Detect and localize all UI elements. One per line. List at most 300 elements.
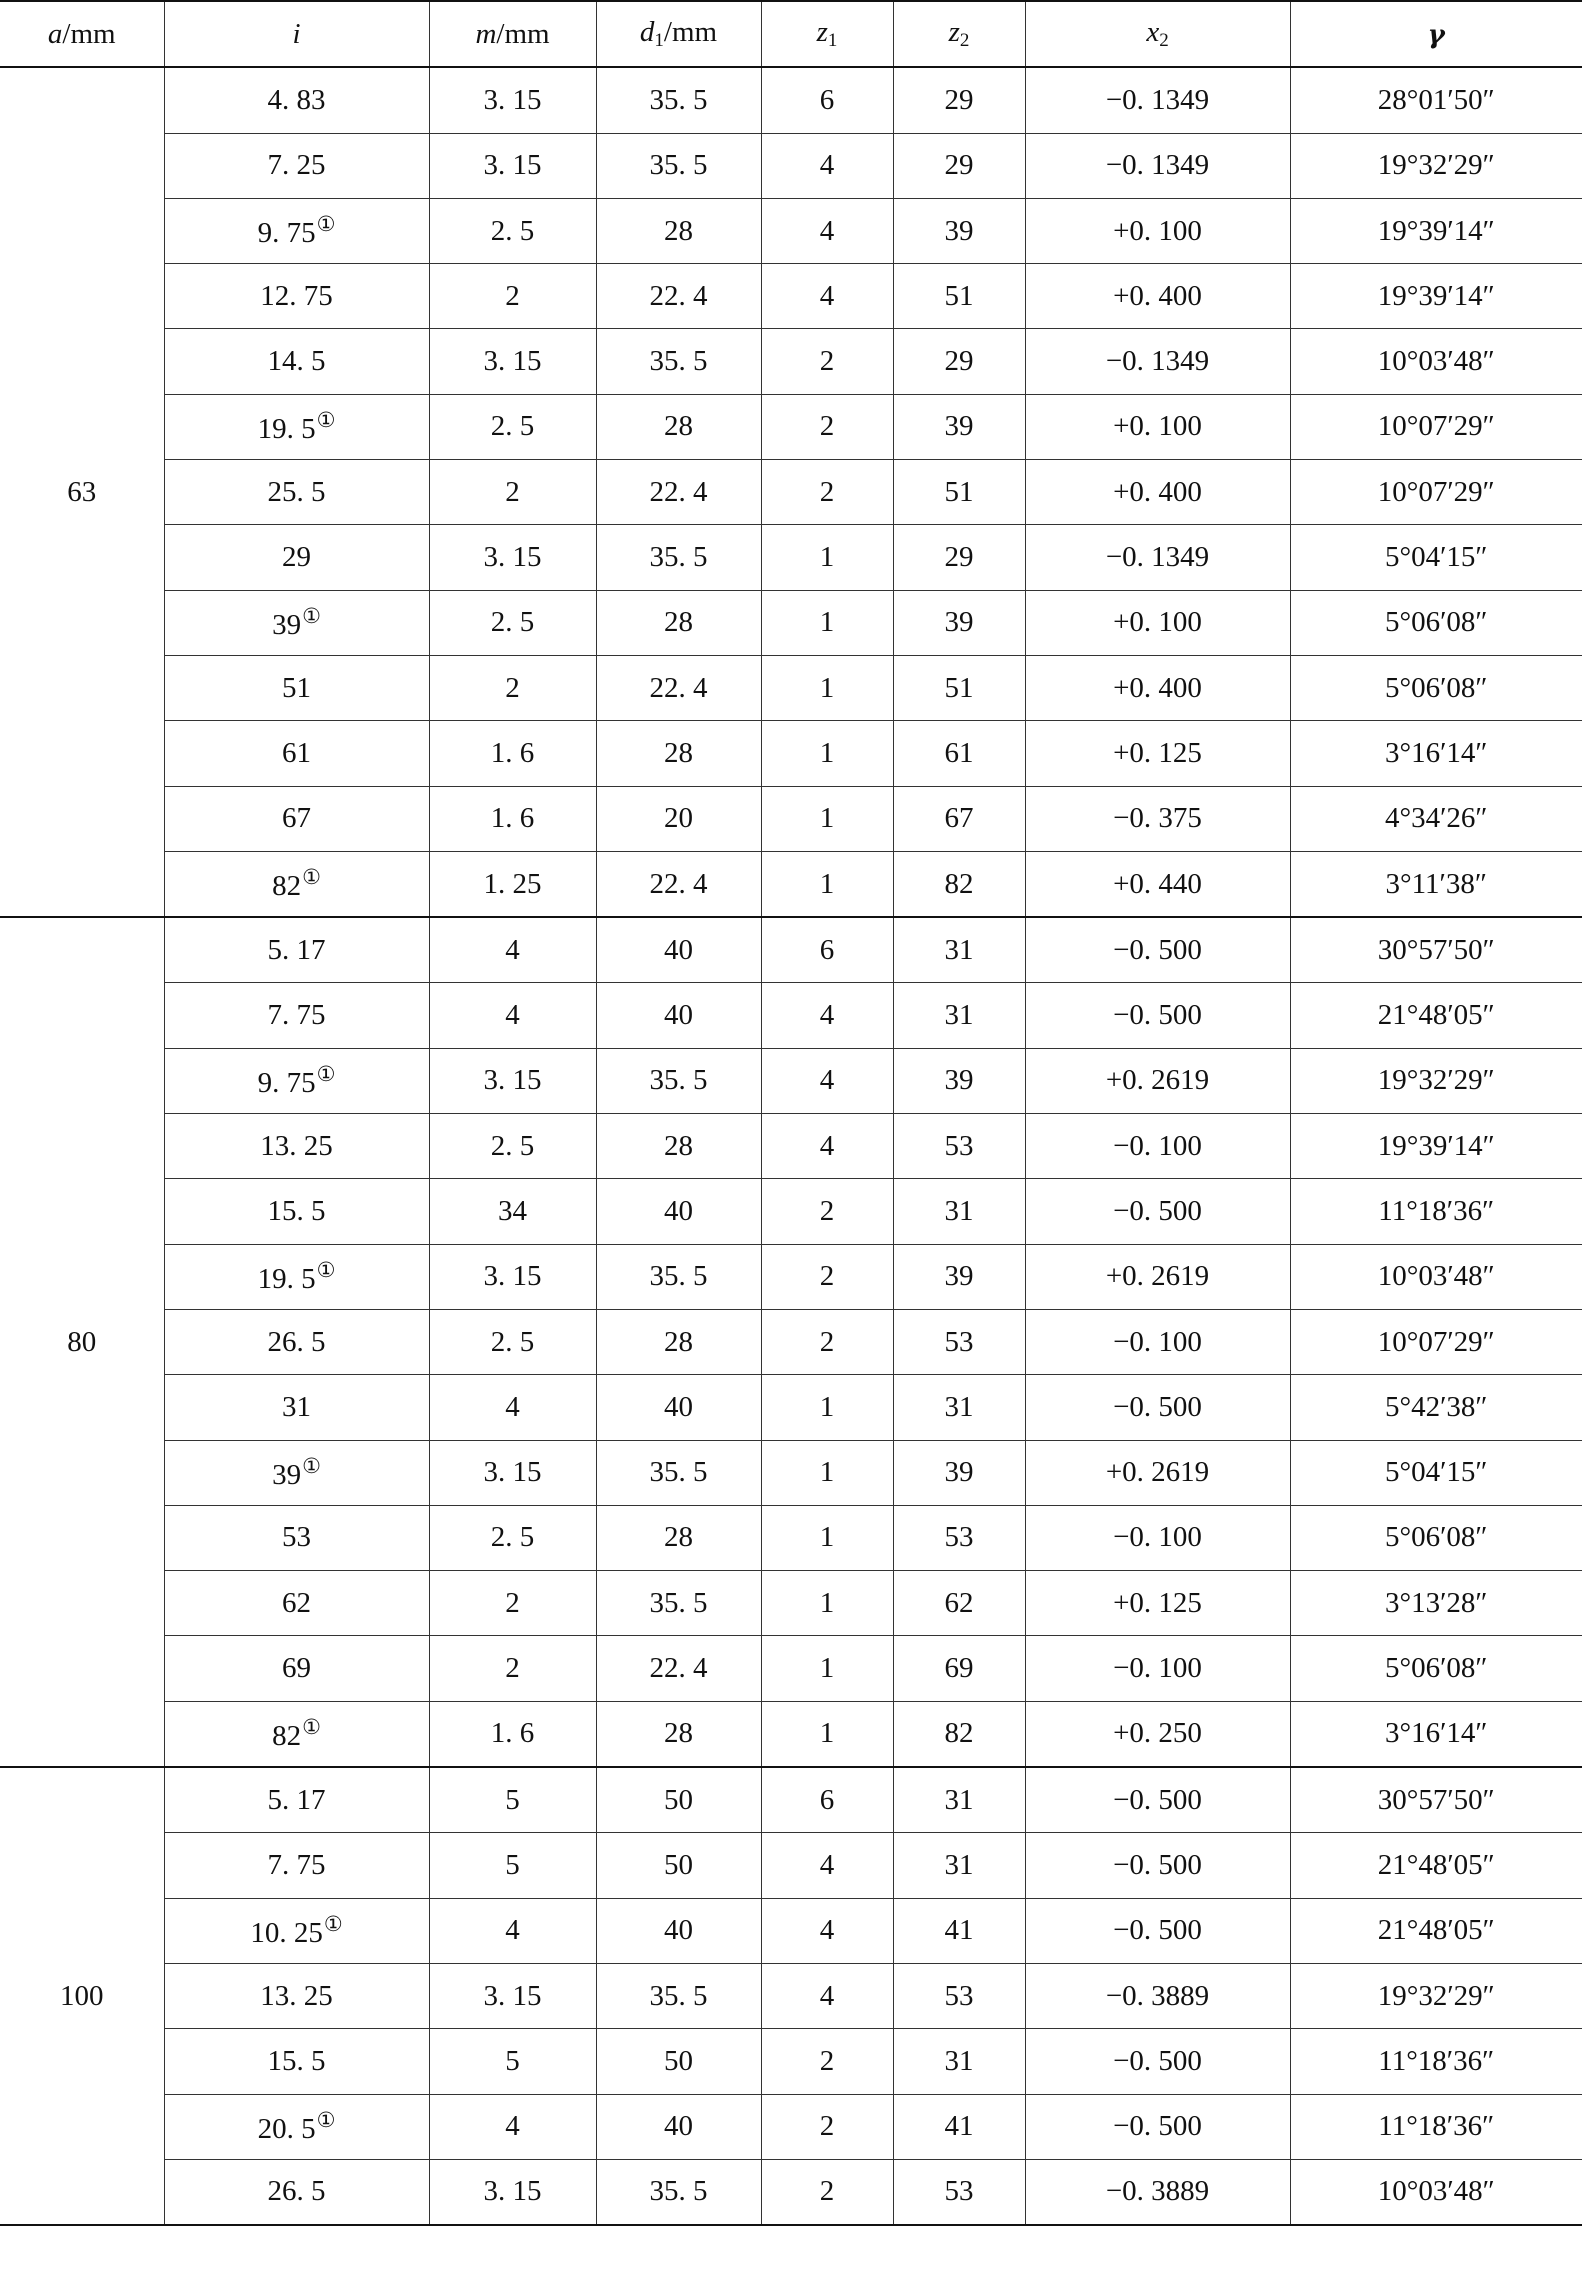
center-distance-cell: 80 [0, 917, 164, 1767]
pitch-diameter-cell: 22. 4 [596, 655, 761, 720]
module-cell: 2 [429, 1571, 596, 1636]
ratio-value: 19. 5 [257, 412, 316, 445]
ratio-value: 61 [282, 736, 311, 769]
profile-shift-cell: +0. 250 [1025, 1701, 1290, 1767]
profile-shift-cell: −0. 100 [1025, 1505, 1290, 1570]
module-cell: 4 [429, 917, 596, 983]
header-center-distance: a/mm [0, 1, 164, 67]
ratio-cell [164, 1244, 429, 1309]
table-row [0, 1114, 1582, 1179]
wheel-teeth-cell: 61 [893, 721, 1025, 786]
ratio-value: 29 [282, 541, 311, 574]
wheel-teeth-cell: 39 [893, 1048, 1025, 1113]
lead-angle-cell: 5°42′38″ [1290, 1375, 1582, 1440]
worm-starts-cell: 2 [761, 1244, 893, 1309]
ratio-cell [164, 198, 429, 263]
center-distance-cell: 63 [0, 67, 164, 917]
module-cell: 2. 5 [429, 198, 596, 263]
worm-starts-cell: 1 [761, 655, 893, 720]
profile-shift-cell: +0. 125 [1025, 721, 1290, 786]
lead-angle-cell: 4°34′26″ [1290, 786, 1582, 851]
wheel-teeth-cell: 53 [893, 1309, 1025, 1374]
pitch-diameter-cell: 22. 4 [596, 460, 761, 525]
ratio-value: 13. 25 [260, 1129, 333, 1162]
lead-angle-cell: 21°48′05″ [1290, 1833, 1582, 1898]
profile-shift-cell: −0. 500 [1025, 983, 1290, 1048]
wheel-teeth-cell: 53 [893, 1114, 1025, 1179]
module-cell: 2 [429, 655, 596, 720]
profile-shift-cell: −0. 1349 [1025, 133, 1290, 198]
ratio-value: 5. 17 [267, 933, 326, 966]
pitch-diameter-cell: 40 [596, 1898, 761, 1963]
table-row [0, 983, 1582, 1048]
table-row [0, 1179, 1582, 1244]
header-module: m/mm [429, 1, 596, 67]
ratio-value: 15. 5 [267, 1194, 326, 1227]
pitch-diameter-cell: 50 [596, 1833, 761, 1898]
worm-starts-cell: 2 [761, 394, 893, 459]
ratio-cell [164, 1571, 429, 1636]
wheel-teeth-cell: 41 [893, 2094, 1025, 2159]
profile-shift-cell: −0. 500 [1025, 2094, 1290, 2159]
table-row [0, 1701, 1582, 1767]
module-cell: 3. 15 [429, 525, 596, 590]
ratio-value: 25. 5 [267, 475, 326, 508]
wheel-teeth-cell: 82 [893, 851, 1025, 917]
footnote-marker: ① [302, 603, 321, 628]
header-row [0, 1, 1582, 67]
table-row [0, 394, 1582, 459]
ratio-value: 39 [272, 608, 302, 641]
ratio-value: 67 [282, 802, 311, 835]
lead-angle-cell: 19°32′29″ [1290, 1048, 1582, 1113]
ratio-value: 39 [272, 1458, 302, 1491]
footnote-marker: ① [316, 212, 336, 237]
ratio-cell [164, 983, 429, 1048]
wheel-teeth-cell: 67 [893, 786, 1025, 851]
ratio-cell [164, 1505, 429, 1570]
ratio-value: 15. 5 [267, 2044, 326, 2077]
table-row [0, 1636, 1582, 1701]
header-lead-angle: γ [1290, 1, 1582, 67]
wheel-teeth-cell: 39 [893, 1244, 1025, 1309]
wheel-teeth-cell: 53 [893, 2159, 1025, 2225]
center-distance-cell: 100 [0, 1767, 164, 2225]
ratio-value: 26. 5 [267, 2175, 326, 2208]
profile-shift-cell: +0. 440 [1025, 851, 1290, 917]
module-cell: 2 [429, 1636, 596, 1701]
ratio-value: 12. 75 [260, 279, 333, 312]
worm-starts-cell: 1 [761, 1701, 893, 1767]
profile-shift-cell: −0. 100 [1025, 1114, 1290, 1179]
wheel-teeth-cell: 51 [893, 460, 1025, 525]
lead-angle-cell: 21°48′05″ [1290, 1898, 1582, 1963]
worm-starts-cell: 4 [761, 133, 893, 198]
lead-angle-cell: 19°39′14″ [1290, 264, 1582, 329]
worm-starts-cell: 1 [761, 1375, 893, 1440]
lead-angle-cell: 10°07′29″ [1290, 394, 1582, 459]
pitch-diameter-cell: 35. 5 [596, 525, 761, 590]
module-cell: 4 [429, 983, 596, 1048]
worm-starts-cell: 1 [761, 786, 893, 851]
profile-shift-cell: +0. 2619 [1025, 1048, 1290, 1113]
ratio-cell [164, 1309, 429, 1374]
lead-angle-cell: 19°39′14″ [1290, 198, 1582, 263]
pitch-diameter-cell: 35. 5 [596, 2159, 761, 2225]
pitch-diameter-cell: 40 [596, 917, 761, 983]
table-row [0, 1244, 1582, 1309]
module-cell: 4 [429, 1375, 596, 1440]
module-cell: 3. 15 [429, 1244, 596, 1309]
pitch-diameter-cell: 28 [596, 1309, 761, 1374]
profile-shift-cell: −0. 500 [1025, 1898, 1290, 1963]
table-row [0, 1898, 1582, 1963]
table-row [0, 1571, 1582, 1636]
module-cell: 3. 15 [429, 133, 596, 198]
pitch-diameter-cell: 35. 5 [596, 133, 761, 198]
header-profile-shift: $x_2$ [1025, 1, 1290, 67]
profile-shift-cell: −0. 3889 [1025, 2159, 1290, 2225]
table-row [0, 133, 1582, 198]
profile-shift-cell: +0. 100 [1025, 590, 1290, 655]
worm-starts-cell: 2 [761, 1309, 893, 1374]
profile-shift-cell: −0. 1349 [1025, 329, 1290, 394]
ratio-cell [164, 525, 429, 590]
footnote-marker: ① [316, 1257, 336, 1282]
worm-starts-cell: 4 [761, 1114, 893, 1179]
pitch-diameter-cell: 35. 5 [596, 1244, 761, 1309]
footnote-marker: ① [316, 1061, 336, 1086]
worm-starts-cell: 2 [761, 460, 893, 525]
table-header [0, 1, 1582, 67]
profile-shift-cell: −0. 500 [1025, 1767, 1290, 1833]
worm-starts-cell: 2 [761, 329, 893, 394]
wheel-teeth-cell: 39 [893, 394, 1025, 459]
lead-angle-cell: 11°18′36″ [1290, 2029, 1582, 2094]
ratio-value: 13. 25 [260, 1979, 333, 2012]
worm-starts-cell: 6 [761, 67, 893, 133]
ratio-value: 19. 5 [257, 1262, 316, 1295]
ratio-cell [164, 394, 429, 459]
worm-starts-cell: 4 [761, 1963, 893, 2028]
lead-angle-cell: 3°13′28″ [1290, 1571, 1582, 1636]
worm-starts-cell: 1 [761, 590, 893, 655]
worm-starts-cell: 4 [761, 264, 893, 329]
worm-starts-cell: 2 [761, 2159, 893, 2225]
lead-angle-cell: 3°16′14″ [1290, 721, 1582, 786]
profile-shift-cell: +0. 2619 [1025, 1440, 1290, 1505]
table-row [0, 590, 1582, 655]
ratio-cell [164, 1767, 429, 1833]
worm-starts-cell: 1 [761, 1636, 893, 1701]
wheel-teeth-cell: 29 [893, 67, 1025, 133]
worm-starts-cell: 4 [761, 983, 893, 1048]
profile-shift-cell: −0. 500 [1025, 1833, 1290, 1898]
table-row [0, 2094, 1582, 2159]
worm-starts-cell: 2 [761, 1179, 893, 1244]
ratio-cell [164, 851, 429, 917]
wheel-teeth-cell: 69 [893, 1636, 1025, 1701]
profile-shift-cell: +0. 100 [1025, 198, 1290, 263]
worm-starts-cell: 2 [761, 2094, 893, 2159]
table-row [0, 655, 1582, 720]
lead-angle-cell: 30°57′50″ [1290, 917, 1582, 983]
wheel-teeth-cell: 53 [893, 1505, 1025, 1570]
ratio-value: 53 [282, 1521, 311, 1554]
wheel-teeth-cell: 31 [893, 1767, 1025, 1833]
wheel-teeth-cell: 31 [893, 983, 1025, 1048]
ratio-value: 14. 5 [267, 345, 326, 378]
table-row [0, 264, 1582, 329]
profile-shift-cell: −0. 3889 [1025, 1963, 1290, 2028]
table-row [0, 198, 1582, 263]
lead-angle-cell: 11°18′36″ [1290, 2094, 1582, 2159]
table-row [0, 1505, 1582, 1570]
module-cell: 1. 6 [429, 786, 596, 851]
module-cell: 5 [429, 1767, 596, 1833]
module-cell: 3. 15 [429, 1048, 596, 1113]
profile-shift-cell: −0. 1349 [1025, 525, 1290, 590]
wheel-teeth-cell: 29 [893, 133, 1025, 198]
worm-starts-cell: 4 [761, 1898, 893, 1963]
pitch-diameter-cell: 22. 4 [596, 1636, 761, 1701]
table-row [0, 1048, 1582, 1113]
lead-angle-cell: 11°18′36″ [1290, 1179, 1582, 1244]
profile-shift-cell: −0. 100 [1025, 1636, 1290, 1701]
module-cell: 2. 5 [429, 1309, 596, 1374]
ratio-cell [164, 1833, 429, 1898]
footnote-marker: ① [316, 407, 336, 432]
ratio-cell [164, 1440, 429, 1505]
table-row [0, 1767, 1582, 1833]
header-ratio: i [164, 1, 429, 67]
table-row [0, 2159, 1582, 2225]
profile-shift-cell: −0. 500 [1025, 1375, 1290, 1440]
wheel-teeth-cell: 31 [893, 1179, 1025, 1244]
wheel-teeth-cell: 39 [893, 198, 1025, 263]
ratio-value: 10. 25 [250, 1916, 323, 1949]
lead-angle-cell: 5°04′15″ [1290, 1440, 1582, 1505]
worm-starts-cell: 6 [761, 1767, 893, 1833]
ratio-value: 5. 17 [267, 1783, 326, 1816]
pitch-diameter-cell: 28 [596, 1505, 761, 1570]
wheel-teeth-cell: 62 [893, 1571, 1025, 1636]
wheel-teeth-cell: 41 [893, 1898, 1025, 1963]
ratio-value: 82 [272, 870, 302, 902]
table-row [0, 1833, 1582, 1898]
profile-shift-cell: +0. 100 [1025, 394, 1290, 459]
module-cell: 1. 6 [429, 1701, 596, 1767]
module-cell: 1. 6 [429, 721, 596, 786]
wheel-teeth-cell: 39 [893, 1440, 1025, 1505]
wheel-teeth-cell: 29 [893, 329, 1025, 394]
group-a-63 [0, 67, 1582, 917]
pitch-diameter-cell: 28 [596, 1701, 761, 1767]
ratio-cell [164, 655, 429, 720]
pitch-diameter-cell: 40 [596, 983, 761, 1048]
wheel-teeth-cell: 31 [893, 917, 1025, 983]
lead-angle-cell: 21°48′05″ [1290, 983, 1582, 1048]
header-wheel-teeth: $z_2$ [893, 1, 1025, 67]
footnote-marker: ① [302, 865, 321, 889]
pitch-diameter-cell: 28 [596, 394, 761, 459]
pitch-diameter-cell: 40 [596, 2094, 761, 2159]
ratio-value: 9. 75 [257, 217, 316, 250]
module-cell: 3. 15 [429, 67, 596, 133]
ratio-value: 20. 5 [257, 2112, 316, 2145]
lead-angle-cell: 19°39′14″ [1290, 1114, 1582, 1179]
lead-angle-cell: 10°07′29″ [1290, 1309, 1582, 1374]
pitch-diameter-cell: 35. 5 [596, 329, 761, 394]
profile-shift-cell: −0. 375 [1025, 786, 1290, 851]
lead-angle-cell: 5°04′15″ [1290, 525, 1582, 590]
worm-starts-cell: 1 [761, 1571, 893, 1636]
module-cell: 5 [429, 2029, 596, 2094]
table-row [0, 2029, 1582, 2094]
profile-shift-cell: +0. 2619 [1025, 1244, 1290, 1309]
header-worm-starts: $z_1$ [761, 1, 893, 67]
lead-angle-cell: 5°06′08″ [1290, 590, 1582, 655]
module-cell: 4 [429, 2094, 596, 2159]
module-cell: 3. 15 [429, 2159, 596, 2225]
ratio-value: 9. 75 [257, 1066, 316, 1099]
lead-angle-cell: 10°07′29″ [1290, 460, 1582, 525]
pitch-diameter-cell: 35. 5 [596, 1048, 761, 1113]
lead-angle-cell: 5°06′08″ [1290, 655, 1582, 720]
module-cell: 3. 15 [429, 1440, 596, 1505]
ratio-cell [164, 1048, 429, 1113]
worm-starts-cell: 1 [761, 851, 893, 917]
wheel-teeth-cell: 31 [893, 1833, 1025, 1898]
module-cell: 2 [429, 460, 596, 525]
wheel-teeth-cell: 82 [893, 1701, 1025, 1767]
profile-shift-cell: −0. 1349 [1025, 67, 1290, 133]
ratio-cell [164, 1701, 429, 1767]
pitch-diameter-cell: 50 [596, 1767, 761, 1833]
wheel-teeth-cell: 53 [893, 1963, 1025, 2028]
wheel-teeth-cell: 51 [893, 264, 1025, 329]
ratio-value: 26. 5 [267, 1325, 326, 1358]
ratio-cell [164, 1114, 429, 1179]
lead-angle-cell: 5°06′08″ [1290, 1636, 1582, 1701]
wheel-teeth-cell: 31 [893, 2029, 1025, 2094]
pitch-diameter-cell: 20 [596, 786, 761, 851]
worm-starts-cell: 4 [761, 1833, 893, 1898]
module-cell: 4 [429, 1898, 596, 1963]
table-row [0, 1440, 1582, 1505]
footnote-marker: ① [323, 1911, 343, 1936]
table-row [0, 721, 1582, 786]
ratio-cell [164, 786, 429, 851]
worm-starts-cell: 4 [761, 198, 893, 263]
ratio-value: 7. 25 [267, 149, 326, 182]
lead-angle-cell: 19°32′29″ [1290, 1963, 1582, 2028]
table-row [0, 329, 1582, 394]
ratio-cell [164, 1898, 429, 1963]
pitch-diameter-cell: 28 [596, 198, 761, 263]
table-row [0, 917, 1582, 983]
ratio-value: 69 [282, 1652, 311, 1685]
profile-shift-cell: −0. 500 [1025, 917, 1290, 983]
lead-angle-cell: 3°11′38″ [1290, 851, 1582, 917]
lead-angle-cell: 30°57′50″ [1290, 1767, 1582, 1833]
wheel-teeth-cell: 29 [893, 525, 1025, 590]
lead-angle-cell: 10°03′48″ [1290, 329, 1582, 394]
module-cell: 2. 5 [429, 1114, 596, 1179]
worm-starts-cell: 1 [761, 525, 893, 590]
pitch-diameter-cell: 35. 5 [596, 1963, 761, 2028]
profile-shift-cell: −0. 500 [1025, 1179, 1290, 1244]
lead-angle-cell: 19°32′29″ [1290, 133, 1582, 198]
lead-angle-cell: 10°03′48″ [1290, 1244, 1582, 1309]
ratio-cell [164, 1636, 429, 1701]
pitch-diameter-cell: 50 [596, 2029, 761, 2094]
lead-angle-cell: 3°16′14″ [1290, 1701, 1582, 1767]
ratio-cell [164, 721, 429, 786]
ratio-value: 31 [282, 1390, 311, 1423]
ratio-cell [164, 917, 429, 983]
table-row [0, 1375, 1582, 1440]
ratio-cell [164, 590, 429, 655]
pitch-diameter-cell: 40 [596, 1179, 761, 1244]
table-row [0, 67, 1582, 133]
module-cell: 34 [429, 1179, 596, 1244]
footnote-marker: ① [302, 1714, 321, 1739]
ratio-cell [164, 2159, 429, 2225]
ratio-cell [164, 264, 429, 329]
worm-starts-cell: 6 [761, 917, 893, 983]
pitch-diameter-cell: 28 [596, 721, 761, 786]
footnote-marker: ① [316, 2107, 336, 2132]
group-a-80 [0, 917, 1582, 1767]
footnote-marker: ① [302, 1453, 321, 1478]
worm-starts-cell: 2 [761, 2029, 893, 2094]
group-a-100 [0, 1767, 1582, 2225]
worm-starts-cell: 1 [761, 721, 893, 786]
ratio-cell [164, 1963, 429, 2028]
pitch-diameter-cell: 22. 4 [596, 264, 761, 329]
header-pitch-diameter: $d_1/mm$ [596, 1, 761, 67]
table-row [0, 851, 1582, 917]
pitch-diameter-cell: 35. 5 [596, 1571, 761, 1636]
wheel-teeth-cell: 51 [893, 655, 1025, 720]
profile-shift-cell: +0. 400 [1025, 460, 1290, 525]
pitch-diameter-cell: 28 [596, 1114, 761, 1179]
profile-shift-cell: +0. 400 [1025, 264, 1290, 329]
worm-starts-cell: 4 [761, 1048, 893, 1113]
ratio-cell [164, 2094, 429, 2159]
lead-angle-cell: 10°03′48″ [1290, 2159, 1582, 2225]
pitch-diameter-cell: 35. 5 [596, 1440, 761, 1505]
lead-angle-cell: 5°06′08″ [1290, 1505, 1582, 1570]
table-row [0, 460, 1582, 525]
ratio-value: 4. 83 [267, 83, 326, 116]
profile-shift-cell: +0. 400 [1025, 655, 1290, 720]
ratio-cell [164, 1375, 429, 1440]
module-cell: 2. 5 [429, 394, 596, 459]
pitch-diameter-cell: 40 [596, 1375, 761, 1440]
profile-shift-cell: −0. 500 [1025, 2029, 1290, 2094]
module-cell: 3. 15 [429, 329, 596, 394]
ratio-cell [164, 2029, 429, 2094]
module-cell: 2 [429, 264, 596, 329]
module-cell: 1. 25 [429, 851, 596, 917]
profile-shift-cell: −0. 100 [1025, 1309, 1290, 1374]
table-row [0, 1963, 1582, 2028]
wheel-teeth-cell: 31 [893, 1375, 1025, 1440]
ratio-value: 62 [282, 1586, 311, 1619]
table-row [0, 525, 1582, 590]
